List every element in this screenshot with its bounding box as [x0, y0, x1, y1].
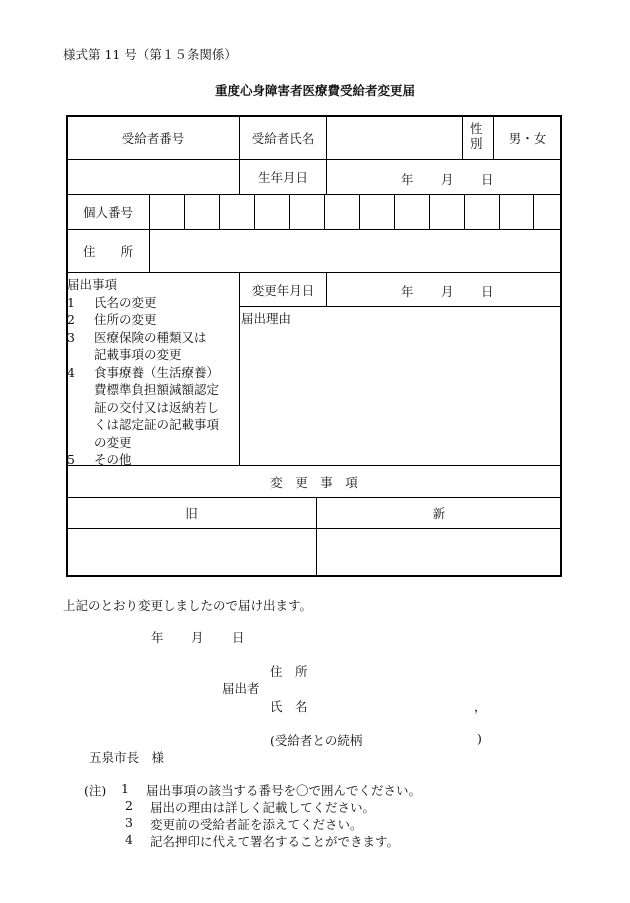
recipient-number-label: 受給者番号 [121, 130, 185, 146]
personal-number-label: 個人番号 [82, 205, 133, 220]
recipient-number-field[interactable] [67, 160, 239, 194]
relationship-close: ) [477, 731, 482, 746]
notification-item[interactable]: 4 食事療養（生活療養） [67, 364, 220, 380]
note-number: 4 [125, 832, 133, 847]
form-title: 重度心身障害者医療費受給者変更届 [214, 83, 415, 98]
change-date-day: 日 [481, 284, 494, 299]
birthdate-field[interactable] [327, 160, 561, 194]
notification-item[interactable]: 2 住所の変更 [67, 312, 157, 327]
note-text: 記名押印に代えて署名することができます。 [150, 834, 400, 849]
notifier-name-label: 氏 名 [270, 699, 308, 714]
notification-item[interactable]: 3 医療保険の種類又は [67, 329, 207, 345]
addressee: 五泉市長 様 [89, 750, 165, 765]
birthdate-label: 生年月日 [257, 170, 308, 185]
sex-options[interactable]: 男・女 [508, 130, 547, 146]
address-label: 住 所 [82, 244, 133, 259]
notification-items-label: 届出事項 [67, 277, 118, 292]
recipient-name-field[interactable] [327, 116, 462, 159]
reason-field[interactable] [240, 326, 561, 465]
relationship-label: (受給者との続柄 [270, 733, 363, 748]
notes-prefix: (注) [84, 783, 107, 798]
old-value-field[interactable] [67, 529, 316, 576]
old-label: 旧 [185, 506, 198, 521]
sex-label: 性 別 [470, 121, 483, 151]
change-date-year: 年 [401, 284, 414, 299]
note-text: 届出の理由は詳しく記載してください。 [150, 800, 376, 815]
name-comma: ， [474, 699, 487, 714]
recipient-name-label: 受給者氏名 [251, 130, 315, 146]
submission-day: 日 [232, 630, 245, 645]
birthdate-day: 日 [481, 172, 494, 187]
notification-item[interactable]: 5 その他 [67, 452, 132, 467]
notification-items: 届出事項 1 氏名の変更 2 住所の変更 3 医療保険の種類又は 記載事項の変更 4 食事療養（生活療養） 費標準負担額減額認定 証の交付又は返納若し くは認定証の記載事項 の変更 5 その他 [67, 276, 237, 469]
submission-month: 月 [191, 630, 204, 645]
note-number: 3 [125, 815, 133, 830]
change-date-label: 変更年月日 [251, 282, 315, 298]
changes-header: 変 更 事 項 [270, 474, 358, 490]
note-text: 届出事項の該当する番号を〇で囲んでください。 [146, 783, 422, 798]
note-number: 1 [121, 781, 129, 796]
reason-label: 届出理由 [241, 311, 292, 326]
personal-number-field[interactable] [150, 195, 561, 229]
note-text: 変更前の受給者証を添えてください。 [150, 817, 363, 832]
change-date-field[interactable] [327, 273, 561, 306]
birthdate-year: 年 [401, 172, 414, 187]
change-date-month: 月 [441, 284, 454, 299]
note-number: 2 [125, 798, 133, 813]
submission-year: 年 [151, 630, 164, 645]
form-number: 様式第 11 号（第１５条関係） [63, 47, 237, 62]
notifier-label: 届出者 [222, 681, 260, 696]
new-label: 新 [432, 506, 446, 521]
notifier-address-label: 住 所 [270, 664, 308, 679]
statement: 上記のとおり変更しましたので届け出ます。 [63, 598, 313, 613]
notification-item[interactable]: 1 氏名の変更 [67, 294, 157, 310]
birthdate-month: 月 [441, 172, 454, 187]
new-value-field[interactable] [317, 529, 561, 576]
address-field[interactable] [150, 230, 561, 272]
